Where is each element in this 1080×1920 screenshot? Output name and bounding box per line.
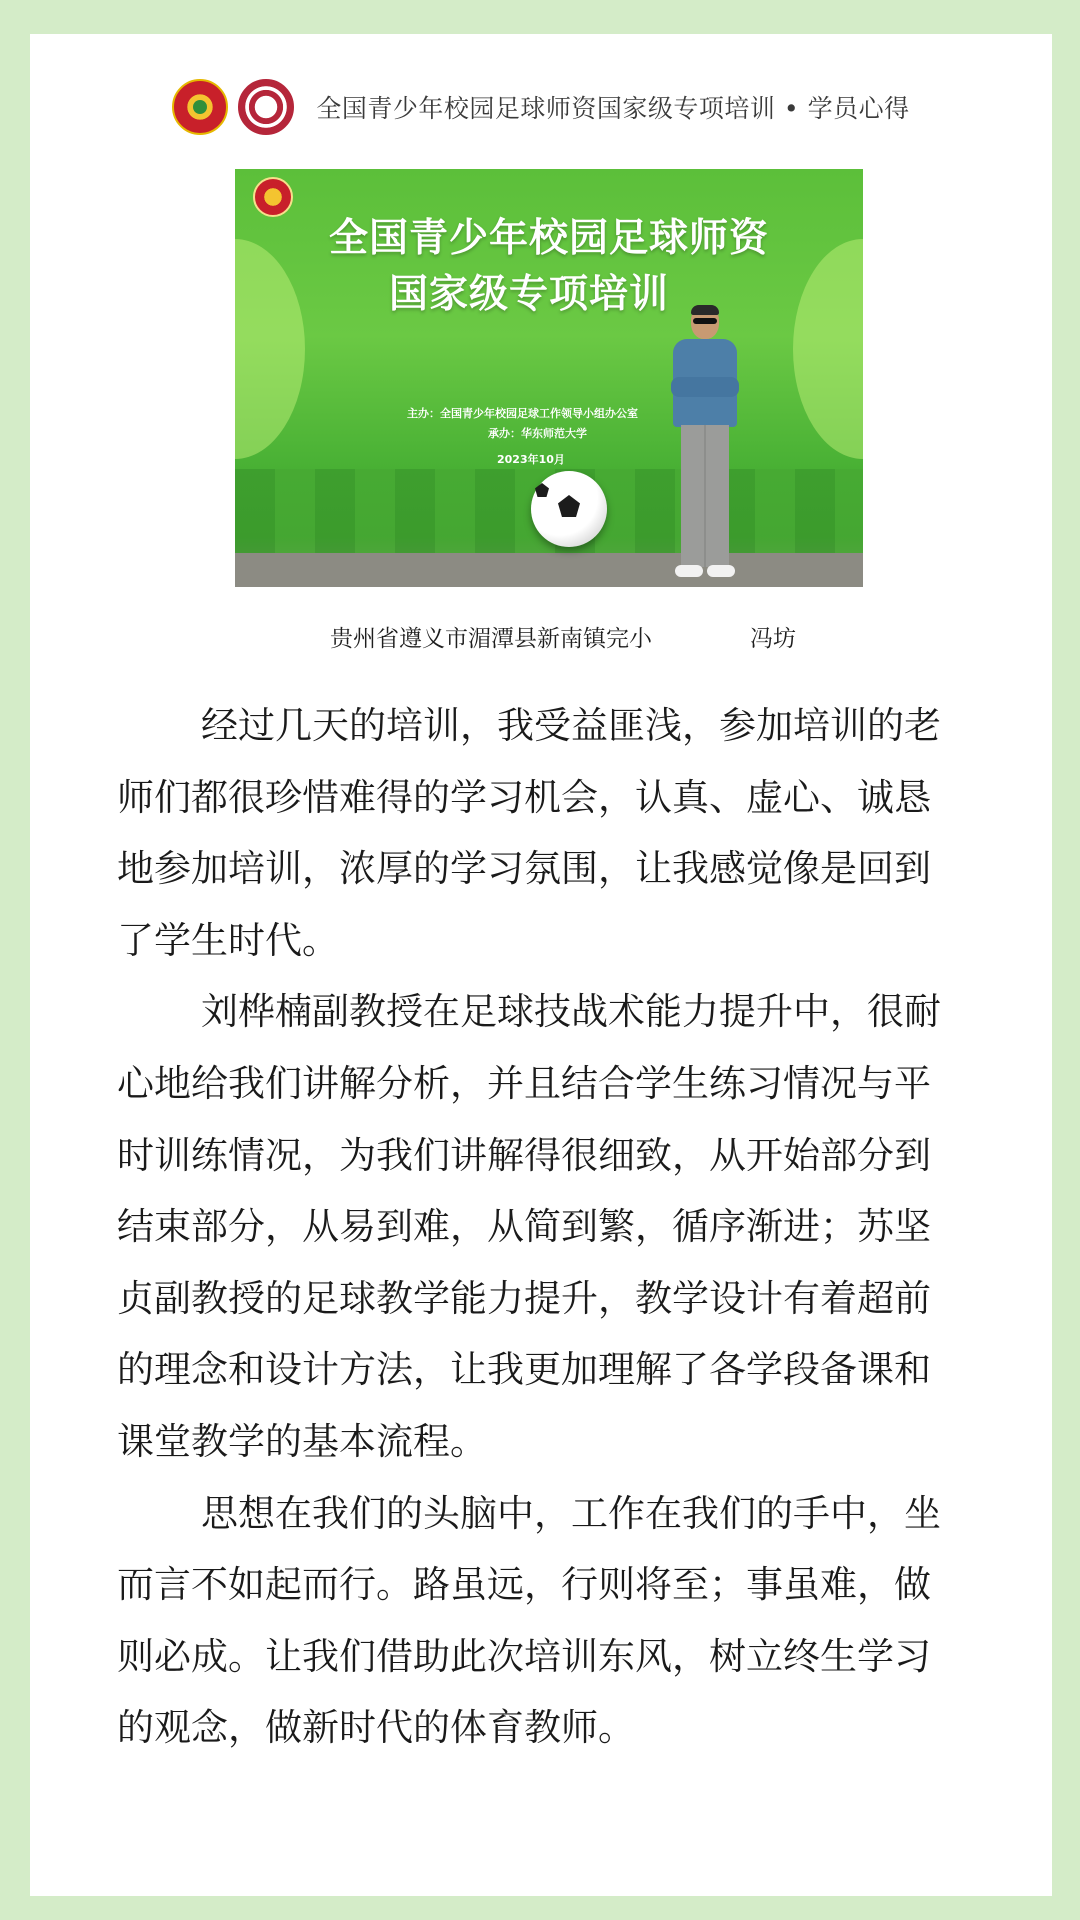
text-line: 的老师们都很珍惜难得的学习机会，认真、虚 (117, 704, 941, 819)
article-paragraph-2 (117, 976, 962, 1477)
text-line: ，循序渐进；苏坚贞副教授的足球教学能力提 (117, 1205, 931, 1320)
university-logo (238, 79, 294, 135)
article-page (30, 34, 1052, 1896)
banner-title-line1: 全国青少年校园足球师资 (328, 216, 769, 261)
text-line: 从开始部分到结束部分，从易到难，从简到繁 (117, 1133, 931, 1249)
campus-football-logo (172, 79, 228, 135)
banner-date: 2023年10月 (497, 453, 565, 466)
text-line: 虽难，做则必成。让我们借助此次培训东风， (117, 1563, 931, 1678)
text-line: 树立终生学习的观念，做新时代的体育教师。 (117, 1634, 931, 1750)
caption-name: 冯坊 (750, 626, 796, 652)
training-photo (235, 169, 863, 587)
text-line: 情况与平时训练情况，为我们讲解得很细致， (117, 1061, 931, 1177)
text-line: 经过几天的培训，我受益匪浅，参加培训 (201, 704, 867, 747)
person-arms (671, 377, 739, 397)
banner-host: 主办：全国青少年校园足球工作领导小组办公室 (407, 407, 638, 420)
text-line: 我更加理解了各学段备课和课堂教学的基本流 (117, 1348, 931, 1463)
sunglasses-icon (693, 318, 717, 324)
article-paragraph-1 (117, 690, 962, 976)
text-line: 心、诚恳地参加培训，浓厚的学习氛围，让我 (117, 775, 931, 891)
text-line: 刘桦楠副教授在足球技战术能力提升中， (201, 990, 867, 1034)
text-line: 升，教学设计有着超前的理念和设计方法，让 (117, 1276, 931, 1392)
floor (235, 553, 863, 587)
article-paragraph-3 (117, 1478, 962, 1764)
person-hair (691, 305, 719, 315)
article-body (117, 690, 962, 1764)
header-title: 全国青少年校园足球师资国家级专项培训 • 学员心得 (316, 94, 910, 123)
soccer-ball-icon (531, 471, 607, 547)
header (30, 72, 1052, 142)
text-line: 很耐心地给我们讲解分析，并且结合学生练习 (117, 990, 941, 1105)
text-line: ，坐而言不如起而行。路虽远，行则将至；事 (117, 1491, 941, 1607)
person-shoe-left (675, 565, 703, 577)
person-shoe-right (707, 565, 735, 577)
teacher-figure (665, 305, 745, 587)
photo-caption (30, 620, 1052, 656)
banner-title-line2: 国家级专项培训 (388, 272, 669, 317)
text-line: 程。 (413, 1419, 487, 1463)
text-line: 思想在我们的头脑中，工作在我们的手中 (201, 1491, 867, 1535)
text-line: 感觉像是回到了学生时代。 (117, 847, 931, 962)
caption-school: 贵州省遵义市湄潭县新南镇完小 (330, 626, 652, 652)
person-pants (681, 425, 729, 567)
banner-organizer: 承办：华东师范大学 (488, 427, 587, 440)
